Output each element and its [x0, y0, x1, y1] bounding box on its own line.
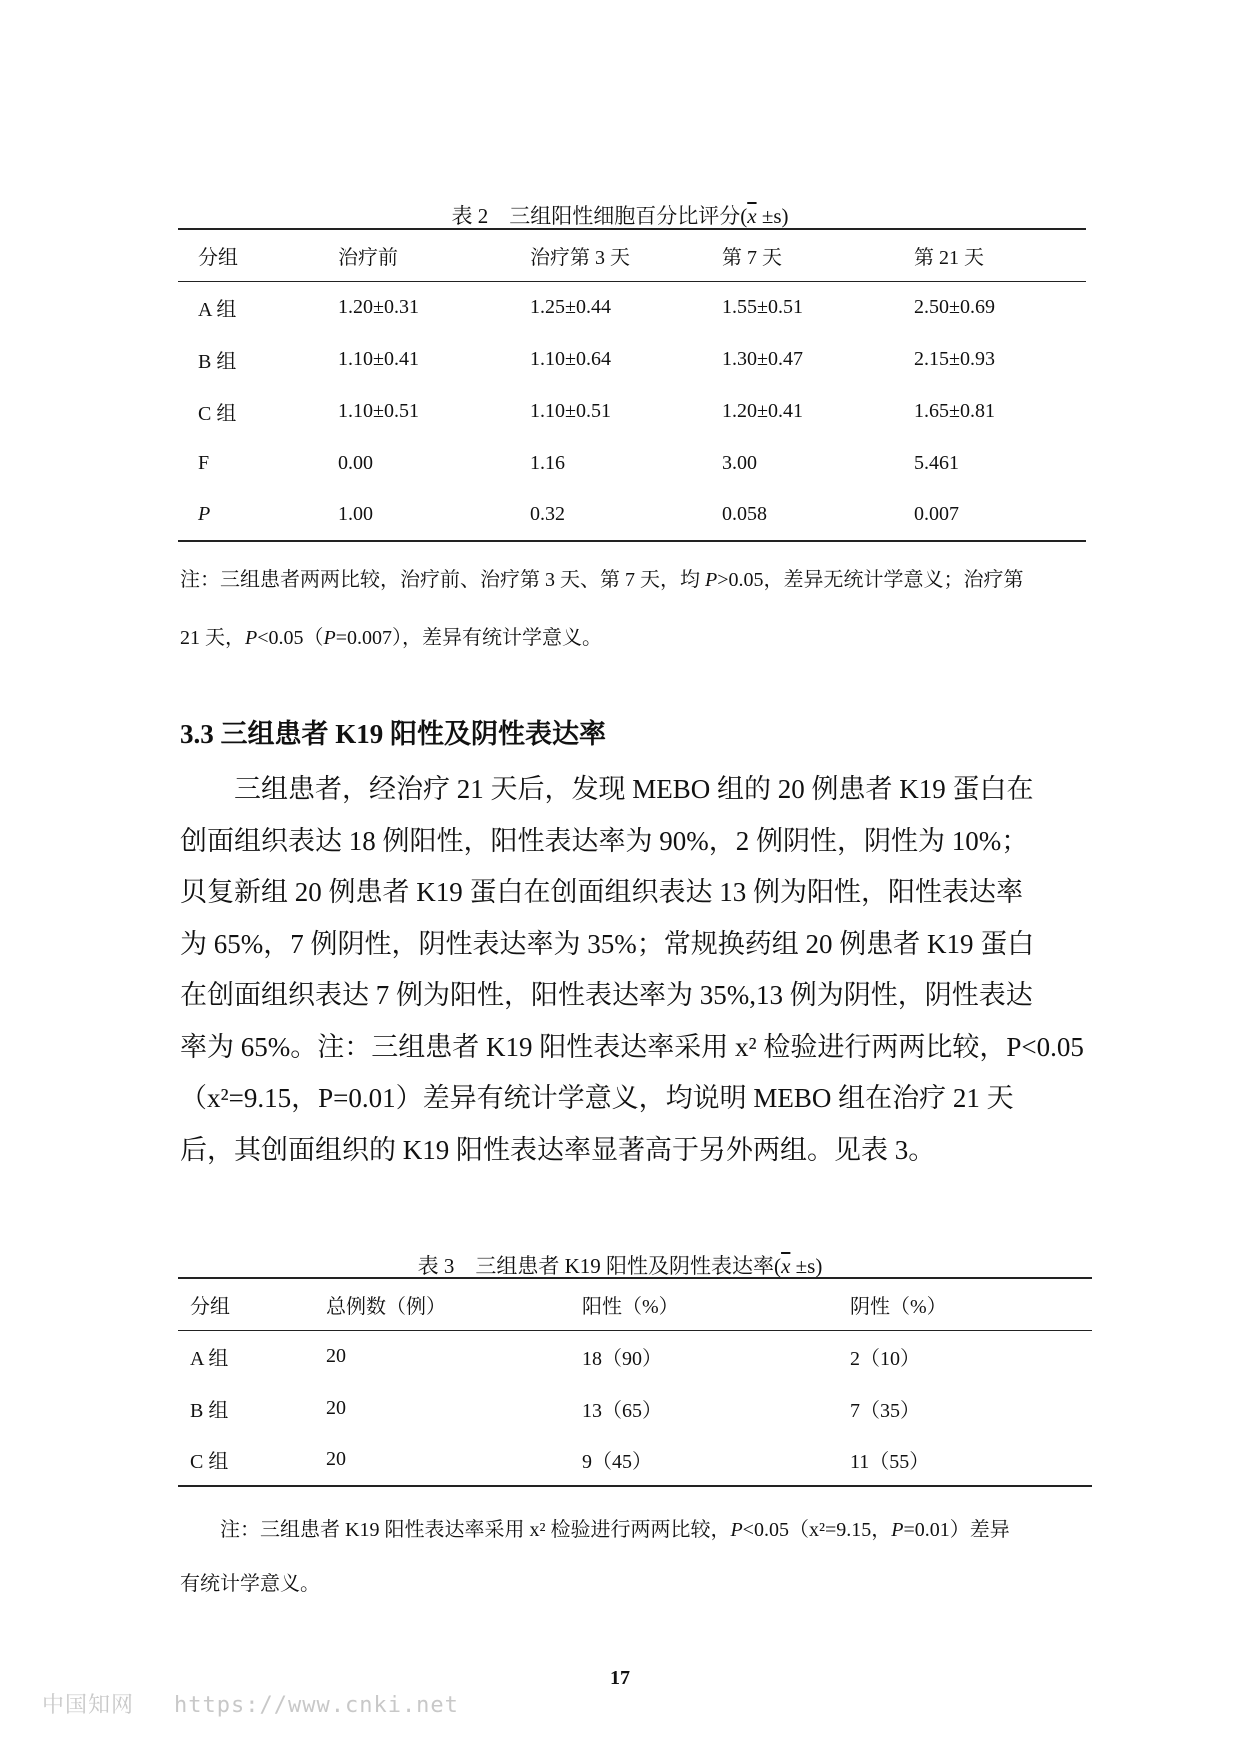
- paragraph-line: 创面组织表达 18 例阳性，阳性表达率为 90%，2 例阴性，阴性为 10%；: [180, 825, 1029, 856]
- table-cell: 13（65）: [582, 1399, 662, 1422]
- table-cell: 20: [326, 1344, 346, 1367]
- table-cell: 1.30±0.47: [722, 347, 803, 370]
- table-cell: 2.50±0.69: [914, 295, 995, 318]
- note-p-symbol: P: [705, 569, 718, 591]
- table-cell: 20: [326, 1396, 346, 1419]
- page-number: 17: [610, 1667, 630, 1689]
- table-cell: C 组: [190, 1451, 229, 1473]
- paragraph-line: 三组患者，经治疗 21 天后，发现 MEBO 组的 20 例患者 K19 蛋白在: [180, 774, 1034, 804]
- note-text: >0.05，差异无统计学意义；治疗第: [717, 569, 1024, 591]
- table-cell: 1.65±0.81: [914, 399, 995, 422]
- table2-header-cell: 第 21 天: [894, 229, 1086, 281]
- table-cell: A 组: [198, 298, 237, 321]
- table-cell: P: [198, 503, 211, 525]
- table3-caption-xbar: $\overline{x}$: [781, 1254, 791, 1278]
- table-row: [178, 1434, 1092, 1486]
- note-text: =0.01）差异: [903, 1519, 1010, 1541]
- table-cell: 1.16: [530, 451, 565, 474]
- table3-header-cell: 阴性（%）: [830, 1278, 1092, 1330]
- watermark-url: https://www.cnki.net: [174, 1693, 459, 1718]
- table-cell: 18（90）: [582, 1347, 662, 1370]
- table-cell: 20: [326, 1448, 346, 1470]
- table-cell: 3.00: [722, 451, 757, 474]
- table-cell: 1.55±0.51: [722, 295, 803, 318]
- table3-note-line1: [180, 1512, 1100, 1548]
- table3-note-line2: 有统计学意义。: [180, 1573, 320, 1595]
- section-heading: 3.3 三组患者 K19 阳性及阴性表达率: [180, 719, 607, 749]
- table-cell: 1.20±0.31: [338, 295, 419, 318]
- table-row: [178, 489, 1086, 541]
- note-p-symbol: P: [323, 627, 336, 649]
- table-cell: F: [198, 451, 210, 474]
- table-cell: 11（55）: [850, 1451, 930, 1473]
- table-cell: 1.10±0.51: [338, 399, 419, 422]
- note-p-symbol: P: [245, 627, 258, 649]
- note-text: 注：三组患者两两比较，治疗前、治疗第 3 天、第 7 天，均: [180, 569, 705, 591]
- table-row: [178, 1382, 1092, 1434]
- paragraph-line: 为 65%，7 例阴性，阴性表达率为 35%；常规换药组 20 例患者 K19 蛋白: [180, 928, 1035, 959]
- note-text: <0.05（: [257, 627, 324, 649]
- note-p-symbol: P: [730, 1519, 743, 1541]
- table-cell: 1.00: [338, 503, 373, 525]
- note-text: <0.05（x²=9.15，: [742, 1519, 892, 1541]
- table-cell: 0.007: [914, 503, 959, 525]
- table-cell: 2（10）: [850, 1347, 920, 1370]
- table-cell: C 组: [198, 402, 237, 425]
- table-cell: 1.20±0.41: [722, 399, 803, 422]
- table2-header-row: [178, 229, 1086, 281]
- paragraph-line: （x²=9.15，P=0.01）差异有统计学意义，均说明 MEBO 组在治疗 21 天: [180, 1083, 1014, 1113]
- table2-header-cell: 分组: [178, 229, 318, 281]
- table-cell: 5.461: [914, 451, 959, 474]
- table3-header-cell: 总例数（例）: [306, 1278, 562, 1330]
- table3-caption: [0, 1250, 1240, 1280]
- paragraph-line: 率为 65%。注：三组患者 K19 阳性表达率采用 x² 检验进行两两比较，P<0.05: [180, 1031, 1084, 1062]
- table2-note-line1: [180, 562, 1100, 598]
- table3-caption-suffix: ±s): [790, 1254, 823, 1278]
- table-row: [178, 437, 1086, 489]
- table-cell: B 组: [190, 1399, 229, 1422]
- table3-note: [180, 1512, 1100, 1602]
- watermark-site-name: 中国知网: [42, 1693, 135, 1718]
- table-cell: 0.058: [722, 503, 767, 525]
- note-p-symbol: P: [891, 1519, 904, 1541]
- table2-caption: [0, 200, 1240, 230]
- cnki-watermark: [42, 1688, 459, 1719]
- table-cell: 1.25±0.44: [530, 295, 611, 318]
- table2-caption-suffix: ±s): [756, 204, 789, 228]
- section-paragraph: [180, 764, 1096, 1176]
- table-row: [178, 281, 1086, 333]
- paragraph-line: 在创面组织表达 7 例为阳性，阳性表达率为 35%,13 例为阴性，阴性表达: [180, 980, 1033, 1010]
- table3: [178, 1277, 1092, 1487]
- table-cell: A 组: [190, 1347, 229, 1370]
- table-cell: 1.10±0.41: [338, 347, 419, 370]
- table3-header-row: [178, 1278, 1092, 1330]
- table2-caption-xbar: $\overline{x}$: [747, 204, 757, 228]
- table-cell: 2.15±0.93: [914, 347, 995, 370]
- table2-note-line2: [180, 620, 1100, 656]
- table2-header-cell: 治疗第 3 天: [510, 229, 702, 281]
- table2-header-cell: 治疗前: [318, 229, 510, 281]
- table-cell: 1.10±0.64: [530, 347, 611, 370]
- table-row: [178, 1330, 1092, 1382]
- table2-header-cell: 第 7 天: [702, 229, 894, 281]
- table2-caption-prefix: 表 2 三组阳性细胞百分比评分(: [451, 204, 748, 228]
- table-row: [178, 385, 1086, 437]
- table3-caption-prefix: 表 3 三组患者 K19 阳性及阴性表达率(: [417, 1254, 782, 1278]
- table2-note: [180, 562, 1100, 656]
- paragraph-line: 贝复新组 20 例患者 K19 蛋白在创面组织表达 13 例为阳性，阳性表达率: [180, 877, 1023, 907]
- table2: [178, 228, 1086, 542]
- table3-header-cell: 阳性（%）: [562, 1278, 830, 1330]
- table-cell: 7（35）: [850, 1399, 920, 1422]
- paragraph-line: 后，其创面组织的 K19 阳性表达率显著高于另外两组。见表 3。: [180, 1134, 936, 1165]
- table3-header-cell: 分组: [178, 1278, 306, 1330]
- table-cell: B 组: [198, 350, 237, 373]
- table-cell: 1.10±0.51: [530, 399, 611, 422]
- table-row: [178, 333, 1086, 385]
- note-text: 21 天，: [180, 627, 245, 649]
- table-cell: 9（45）: [582, 1451, 652, 1473]
- note-text: =0.007），差异有统计学意义。: [335, 627, 602, 649]
- table-cell: 0.32: [530, 503, 565, 525]
- table-cell: 0.00: [338, 451, 373, 474]
- note-text: 注：三组患者 K19 阳性表达率采用 x² 检验进行两两比较，: [180, 1519, 731, 1541]
